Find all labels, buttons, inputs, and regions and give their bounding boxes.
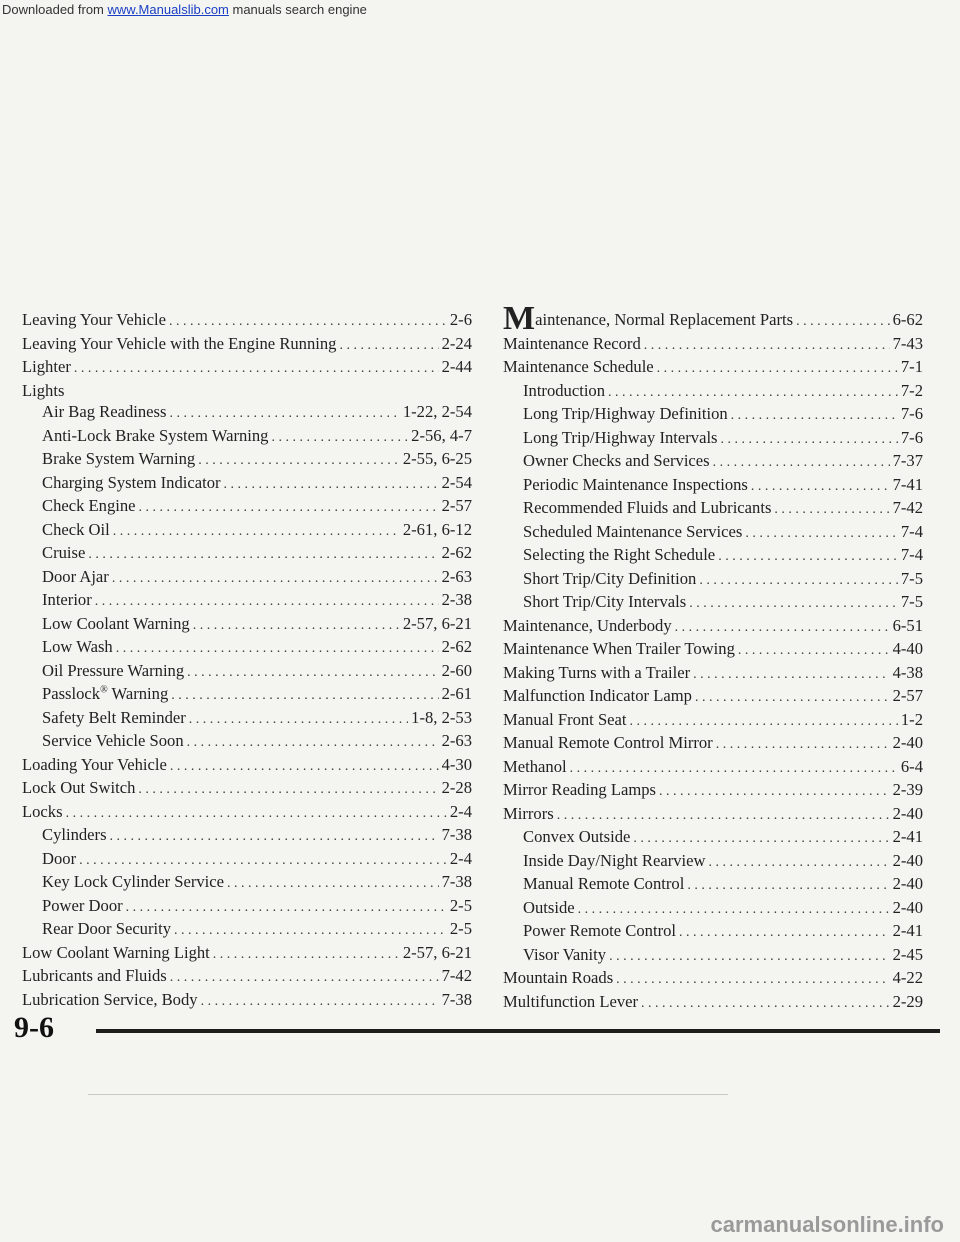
index-subentry bbox=[22, 848, 472, 872]
leader-dots bbox=[675, 617, 890, 639]
entry-label: Rear Door Security bbox=[42, 919, 172, 938]
index-subentry bbox=[22, 448, 472, 472]
index-subentry bbox=[503, 380, 923, 404]
leader-dots bbox=[718, 546, 898, 568]
entry-page: 7-38 bbox=[441, 989, 472, 1009]
entry-label: Power Remote Control bbox=[523, 921, 677, 940]
entry-label: Charging System Indicator bbox=[42, 472, 221, 492]
entry-label: Oil Pressure Warning bbox=[42, 660, 185, 680]
index-subentry bbox=[22, 918, 472, 942]
entry-page: 2-61, 6-12 bbox=[402, 519, 472, 539]
entry-page: 4-40 bbox=[892, 639, 923, 658]
index-subentry bbox=[503, 521, 923, 545]
entry-page: 2-39 bbox=[892, 780, 923, 799]
entry-page: 2-57, 6-21 bbox=[402, 942, 472, 962]
entry-page: 2-5 bbox=[449, 919, 472, 938]
entry-page: 1-8, 2-53 bbox=[411, 707, 472, 727]
entry-page: 7-6 bbox=[900, 427, 923, 447]
entry-label: Low Coolant Warning Light bbox=[22, 942, 210, 962]
entry-page: 2-57, 6-21 bbox=[402, 613, 472, 633]
index-subentry bbox=[22, 542, 472, 566]
index-subentry bbox=[503, 591, 923, 615]
index-entry bbox=[503, 615, 923, 639]
entry-page: 2-40 bbox=[892, 803, 923, 823]
leader-dots bbox=[88, 544, 438, 566]
leader-dots bbox=[169, 311, 447, 333]
leader-dots bbox=[126, 897, 447, 919]
leader-dots bbox=[187, 732, 439, 754]
entry-label: Mirror Reading Lamps bbox=[503, 780, 656, 799]
passlock-label: Passlock bbox=[42, 684, 101, 703]
entry-label: Key Lock Cylinder Service bbox=[42, 872, 225, 891]
entry-label: Introduction bbox=[523, 380, 606, 400]
leader-dots bbox=[95, 591, 439, 613]
entry-page: 2-40 bbox=[892, 850, 923, 870]
entry-page: 6-62 bbox=[892, 310, 923, 329]
entry-page: 7-38 bbox=[441, 825, 472, 844]
index-subentry bbox=[503, 920, 923, 944]
index-column-left bbox=[22, 309, 472, 1012]
leader-dots bbox=[557, 805, 890, 827]
leader-dots bbox=[201, 991, 439, 1013]
entry-label: Lights bbox=[22, 380, 65, 400]
index-entry bbox=[503, 709, 923, 733]
manualslib-link[interactable]: www.Manualslib.com bbox=[107, 2, 229, 17]
entry-page: 7-2 bbox=[900, 380, 923, 400]
leader-dots bbox=[630, 711, 898, 733]
leader-dots bbox=[74, 358, 439, 380]
leader-dots bbox=[170, 967, 439, 989]
entry-label: Scheduled Maintenance Services bbox=[523, 521, 743, 541]
index-subentry bbox=[22, 871, 472, 895]
leader-dots bbox=[713, 452, 890, 474]
index-entry bbox=[503, 779, 923, 803]
leader-dots bbox=[687, 875, 889, 897]
entry-label: Short Trip/City Intervals bbox=[523, 592, 687, 611]
leader-dots bbox=[578, 899, 890, 921]
leader-dots bbox=[644, 335, 890, 357]
entry-label: Manual Remote Control Mirror bbox=[503, 733, 713, 752]
scan-artifact-line bbox=[88, 1094, 728, 1095]
entry-label: Brake System Warning bbox=[42, 449, 196, 468]
leader-dots bbox=[745, 523, 898, 545]
entry-page: 7-4 bbox=[900, 545, 923, 564]
entry-page: 6-51 bbox=[892, 615, 923, 635]
leader-dots bbox=[659, 781, 890, 803]
index-subentry bbox=[22, 730, 472, 754]
index-entry bbox=[503, 662, 923, 686]
index-entry bbox=[503, 300, 923, 337]
entry-page: 2-44 bbox=[441, 357, 472, 376]
entry-label: Maintenance Schedule bbox=[503, 357, 654, 376]
index-subentry bbox=[22, 589, 472, 613]
leader-dots bbox=[189, 709, 408, 731]
entry-label: Lighter bbox=[22, 357, 71, 376]
leader-dots bbox=[616, 969, 889, 991]
index-subentry bbox=[503, 427, 923, 451]
entry-label: Recommended Fluids and Lubricants bbox=[523, 498, 772, 517]
index-subentry bbox=[22, 495, 472, 519]
entry-page: 7-5 bbox=[900, 592, 923, 611]
entry-page: 2-62 bbox=[441, 637, 472, 656]
entry-label: Interior bbox=[42, 590, 92, 609]
entry-page: 2-57 bbox=[441, 496, 472, 515]
entry-label: Service Vehicle Soon bbox=[42, 731, 184, 750]
index-entry bbox=[503, 967, 923, 991]
index-subentry bbox=[503, 873, 923, 897]
entry-label: Lock Out Switch bbox=[22, 778, 136, 797]
download-banner bbox=[0, 0, 960, 22]
entry-page: 4-38 bbox=[892, 662, 923, 682]
entry-label: Long Trip/Highway Intervals bbox=[523, 427, 718, 447]
entry-label: Visor Vanity bbox=[523, 944, 607, 964]
entry-label: Short Trip/City Definition bbox=[523, 568, 697, 588]
page-number: 9-6 bbox=[14, 1011, 54, 1044]
leader-dots bbox=[641, 993, 890, 1015]
leader-dots bbox=[738, 640, 890, 662]
index-entry bbox=[503, 991, 923, 1015]
entry-label: Door bbox=[42, 848, 77, 868]
leader-dots bbox=[116, 638, 439, 660]
entry-page: 7-1 bbox=[900, 357, 923, 376]
leader-dots bbox=[66, 803, 447, 825]
entry-page: 2-63 bbox=[441, 731, 472, 750]
leader-dots bbox=[721, 429, 898, 451]
leader-dots bbox=[110, 826, 439, 848]
index-entry bbox=[503, 356, 923, 380]
entry-page: 2-45 bbox=[892, 944, 923, 964]
leader-dots bbox=[608, 382, 898, 404]
index-entry bbox=[22, 333, 472, 357]
entry-page: 2-28 bbox=[441, 778, 472, 797]
entry-page: 2-24 bbox=[441, 333, 472, 353]
entry-label: Lubrication Service, Body bbox=[22, 989, 198, 1009]
index-subentry bbox=[503, 474, 923, 498]
leader-dots bbox=[751, 476, 890, 498]
entry-label bbox=[503, 300, 794, 337]
leader-dots bbox=[213, 944, 400, 966]
entry-page: 7-6 bbox=[900, 404, 923, 423]
index-entry bbox=[22, 942, 472, 966]
index-entry bbox=[22, 965, 472, 989]
leader-dots bbox=[693, 664, 889, 686]
entry-page: 2-4 bbox=[449, 848, 472, 868]
entry-page: 7-37 bbox=[892, 451, 923, 470]
warning-label: Warning bbox=[107, 684, 169, 703]
entry-label: Anti-Lock Brake System Warning bbox=[42, 425, 269, 445]
footer-rule bbox=[96, 1029, 940, 1033]
leader-dots bbox=[138, 779, 438, 801]
index-entry bbox=[22, 777, 472, 801]
leader-dots bbox=[193, 615, 400, 637]
entry-page: 2-61 bbox=[441, 684, 472, 703]
index-entry bbox=[22, 801, 472, 825]
index-entry bbox=[503, 732, 923, 756]
leader-dots bbox=[633, 828, 889, 850]
entry-label: Loading Your Vehicle bbox=[22, 754, 167, 774]
index-entry bbox=[22, 754, 472, 778]
entry-label: Mountain Roads bbox=[503, 968, 614, 987]
entry-page: 6-4 bbox=[900, 756, 923, 776]
entry-label: Door Ajar bbox=[42, 566, 109, 586]
entry-page: 4-22 bbox=[892, 968, 923, 987]
banner-suffix: manuals search engine bbox=[228, 2, 367, 17]
entry-page: 7-42 bbox=[441, 966, 472, 985]
entry-label: Multifunction Lever bbox=[503, 991, 639, 1011]
entry-label: Making Turns with a Trailer bbox=[503, 662, 691, 682]
entry-page: 2-60 bbox=[441, 660, 472, 680]
index-entry bbox=[503, 756, 923, 780]
leader-dots bbox=[339, 335, 438, 357]
entry-label: Methanol bbox=[503, 756, 567, 776]
entry-page: 2-40 bbox=[892, 733, 923, 752]
registered-mark: ® bbox=[100, 684, 108, 696]
entry-label bbox=[42, 683, 168, 705]
index-subentry bbox=[22, 425, 472, 449]
entry-page: 7-4 bbox=[900, 521, 923, 541]
index-subentry bbox=[22, 707, 472, 731]
index-entry bbox=[22, 309, 472, 333]
index-subentry bbox=[22, 660, 472, 684]
entry-page: 2-4 bbox=[449, 801, 472, 821]
entry-label-rest: aintenance, Normal Replacement Parts bbox=[535, 310, 794, 329]
entry-label: Air Bag Readiness bbox=[42, 402, 167, 421]
index-subentry bbox=[503, 826, 923, 850]
entry-label: Malfunction Indicator Lamp bbox=[503, 686, 692, 705]
leader-dots bbox=[796, 311, 889, 333]
leader-dots bbox=[679, 922, 890, 944]
entry-page: 2-38 bbox=[441, 590, 472, 609]
index-entry bbox=[503, 638, 923, 662]
leader-dots bbox=[187, 662, 438, 684]
entry-page: 2-41 bbox=[892, 827, 923, 846]
index-column-right bbox=[503, 300, 923, 1014]
entry-label: Low Coolant Warning bbox=[42, 613, 190, 633]
banner-prefix: Downloaded from bbox=[2, 2, 108, 17]
leader-dots bbox=[657, 358, 898, 380]
entry-page: 2-63 bbox=[441, 566, 472, 586]
entry-page: 7-38 bbox=[441, 872, 472, 891]
leader-dots bbox=[731, 405, 898, 427]
index-subentry bbox=[22, 683, 472, 707]
entry-page: 7-5 bbox=[900, 568, 923, 588]
index-subentry bbox=[22, 566, 472, 590]
index-subentry bbox=[503, 450, 923, 474]
entry-page: 2-40 bbox=[892, 897, 923, 917]
index-subentry bbox=[22, 613, 472, 637]
index-subentry bbox=[22, 401, 472, 425]
index-heading bbox=[22, 380, 472, 402]
index-subentry bbox=[503, 544, 923, 568]
entry-label: Power Door bbox=[42, 895, 123, 915]
leader-dots bbox=[774, 499, 889, 521]
entry-page: 7-43 bbox=[892, 333, 923, 353]
leader-dots bbox=[174, 920, 447, 942]
entry-label: Maintenance When Trailer Towing bbox=[503, 639, 735, 658]
entry-label: Cylinders bbox=[42, 825, 107, 844]
leader-dots bbox=[112, 568, 439, 590]
entry-label: Selecting the Right Schedule bbox=[523, 545, 716, 564]
entry-label: Check Engine bbox=[42, 496, 136, 515]
entry-page: 2-62 bbox=[441, 543, 472, 562]
index-subentry bbox=[503, 944, 923, 968]
leader-dots bbox=[271, 427, 408, 449]
index-subentry bbox=[22, 824, 472, 848]
index-entry bbox=[22, 989, 472, 1013]
entry-page: 2-40 bbox=[892, 874, 923, 893]
entry-label: Leaving Your Vehicle with the Engine Running bbox=[22, 333, 337, 353]
leader-dots bbox=[227, 873, 439, 895]
entry-label: Manual Remote Control bbox=[523, 874, 685, 893]
entry-page: 2-54 bbox=[441, 472, 472, 492]
index-subentry bbox=[22, 636, 472, 660]
leader-dots bbox=[169, 403, 399, 425]
index-subentry bbox=[503, 568, 923, 592]
entry-label: Maintenance Record bbox=[503, 333, 641, 353]
leader-dots bbox=[689, 593, 898, 615]
entry-label: Safety Belt Reminder bbox=[42, 707, 186, 727]
entry-page: 2-29 bbox=[892, 991, 923, 1011]
leader-dots bbox=[171, 685, 438, 707]
entry-page: 2-41 bbox=[892, 921, 923, 940]
entry-label: Locks bbox=[22, 801, 63, 821]
watermark: carmanualsonline.info bbox=[710, 1212, 944, 1237]
entry-label: Lubricants and Fluids bbox=[22, 966, 167, 985]
index-subentry bbox=[503, 403, 923, 427]
entry-label: Low Wash bbox=[42, 637, 113, 656]
leader-dots bbox=[170, 756, 439, 778]
index-entry bbox=[503, 803, 923, 827]
leader-dots bbox=[699, 570, 898, 592]
index-subentry bbox=[503, 497, 923, 521]
entry-page: 2-5 bbox=[449, 895, 472, 915]
entry-page: 2-55, 6-25 bbox=[402, 449, 472, 468]
index-subentry bbox=[22, 519, 472, 543]
index-entry bbox=[503, 333, 923, 357]
entry-page: 2-56, 4-7 bbox=[411, 425, 472, 445]
leader-dots bbox=[716, 734, 890, 756]
entry-label: Convex Outside bbox=[523, 827, 631, 846]
entry-page: 4-30 bbox=[441, 754, 472, 774]
leader-dots bbox=[570, 758, 898, 780]
entry-page: 7-42 bbox=[892, 498, 923, 517]
entry-page: 1-22, 2-54 bbox=[402, 402, 472, 421]
leader-dots bbox=[79, 850, 447, 872]
entry-label: Maintenance, Underbody bbox=[503, 615, 672, 635]
leader-dots bbox=[224, 474, 439, 496]
leader-dots bbox=[113, 521, 400, 543]
index-entry bbox=[22, 356, 472, 380]
entry-label: Outside bbox=[523, 897, 575, 917]
entry-label: Leaving Your Vehicle bbox=[22, 310, 166, 329]
index-subentry bbox=[22, 895, 472, 919]
index-subentry bbox=[503, 897, 923, 921]
leader-dots bbox=[198, 450, 400, 472]
entry-page: 1-2 bbox=[900, 709, 923, 729]
entry-label: Owner Checks and Services bbox=[523, 451, 710, 470]
entry-page: 2-57 bbox=[892, 686, 923, 705]
entry-page: 2-6 bbox=[449, 310, 472, 329]
entry-label: Manual Front Seat bbox=[503, 709, 627, 729]
leader-dots bbox=[139, 497, 439, 519]
index-subentry bbox=[22, 472, 472, 496]
entry-label: Cruise bbox=[42, 543, 86, 562]
index-subentry bbox=[503, 850, 923, 874]
entry-label: Check Oil bbox=[42, 519, 110, 539]
entry-label: Inside Day/Night Rearview bbox=[523, 850, 706, 870]
entry-page: 7-41 bbox=[892, 474, 923, 494]
entry-label: Periodic Maintenance Inspections bbox=[523, 474, 748, 494]
leader-dots bbox=[609, 946, 890, 968]
leader-dots bbox=[708, 852, 889, 874]
drop-cap-letter: M bbox=[503, 300, 536, 337]
entry-label: Long Trip/Highway Definition bbox=[523, 404, 728, 423]
entry-label: Mirrors bbox=[503, 803, 554, 823]
index-entry bbox=[503, 685, 923, 709]
leader-dots bbox=[695, 687, 890, 709]
